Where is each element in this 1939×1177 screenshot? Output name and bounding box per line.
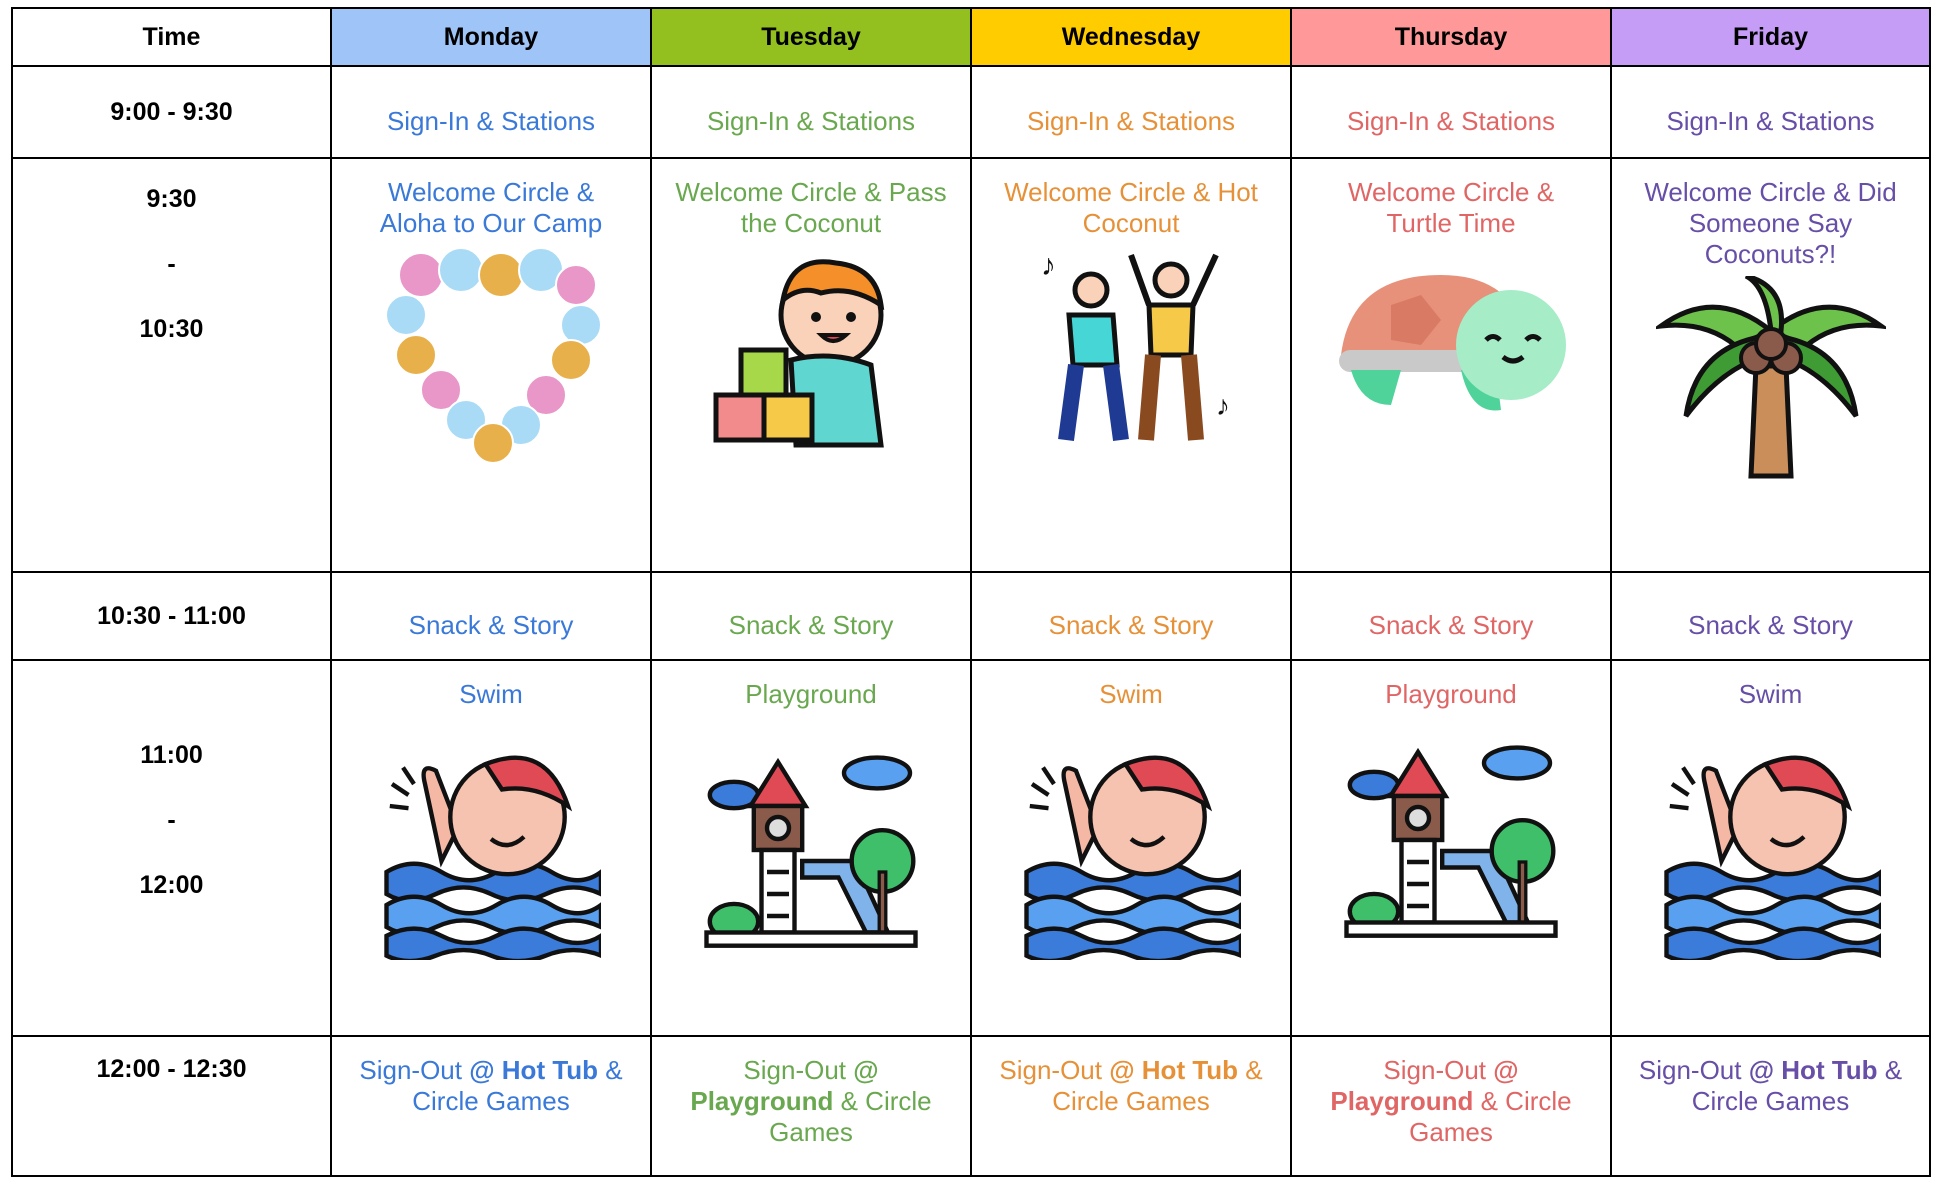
time-cell	[12, 660, 331, 1036]
activity-text: & Circle Games	[1691, 1055, 1903, 1116]
svg-text:♪: ♪	[1041, 249, 1056, 282]
activity-label: Swim	[459, 679, 523, 709]
activity-cell	[651, 158, 971, 572]
activity-location: @ Playground	[1330, 1055, 1519, 1116]
activity-text: Sign-Out	[1383, 1055, 1494, 1085]
turtle-icon	[1331, 245, 1571, 445]
header-wednesday: Wednesday	[971, 8, 1291, 66]
activity-cell	[331, 1036, 651, 1176]
time-end: 10:30	[139, 315, 204, 343]
time-dash: -	[167, 250, 176, 278]
activity-text: & Circle Games	[1409, 1086, 1572, 1147]
activity-cell: Sign-In & Stations	[1611, 66, 1930, 158]
activity-cell: Sign-In & Stations	[1291, 66, 1611, 158]
time-cell	[12, 158, 331, 572]
activity-cell: Sign-In & Stations	[971, 66, 1291, 158]
header-thursday: Thursday	[1291, 8, 1611, 66]
activity-cell: Sign-In & Stations	[331, 66, 651, 158]
activity-cell: Snack & Story	[971, 572, 1291, 660]
time-start: 9:30	[146, 185, 197, 213]
activity-label: Welcome Circle & Did Someone Say Coconuts?!	[1644, 177, 1897, 269]
row-10-30	[12, 572, 1930, 660]
time-start: 11:00	[140, 741, 203, 769]
swimmer-icon	[381, 740, 601, 960]
activity-cell: Snack & Story	[1291, 572, 1611, 660]
activity-cell	[1291, 1036, 1611, 1176]
activity-label: Playground	[1385, 679, 1517, 709]
header-time: Time	[12, 8, 331, 66]
activity-cell	[971, 1036, 1291, 1176]
swimmer-icon	[1661, 740, 1881, 960]
activity-text: & Circle Games	[412, 1055, 623, 1116]
row-12-00	[12, 1036, 1930, 1176]
activity-label: Welcome Circle & Turtle Time	[1347, 177, 1555, 238]
activity-cell	[651, 660, 971, 1036]
time-dash: -	[167, 806, 176, 834]
activity-cell	[1611, 1036, 1930, 1176]
activity-cell	[1291, 660, 1611, 1036]
time-cell: 12:00 - 12:30	[12, 1036, 331, 1176]
activity-cell: Snack & Story	[651, 572, 971, 660]
child-blocks-icon	[711, 245, 911, 455]
activity-cell: Sign-In & Stations	[651, 66, 971, 158]
svg-text:♪: ♪	[1216, 390, 1230, 421]
swimmer-icon	[1021, 740, 1241, 960]
activity-cell	[1611, 158, 1930, 572]
activity-cell: Snack & Story	[1611, 572, 1930, 660]
playground-icon	[1341, 730, 1561, 950]
header-tuesday: Tuesday	[651, 8, 971, 66]
row-9-30	[12, 158, 1930, 572]
time-end: 12:00	[139, 871, 204, 899]
activity-label: Welcome Circle & Aloha to Our Camp	[379, 177, 603, 238]
activity-cell	[1611, 660, 1930, 1036]
activity-text: Sign-Out	[359, 1055, 470, 1085]
schedule-table	[11, 7, 1931, 1177]
activity-label: Welcome Circle & Hot Coconut	[1004, 177, 1258, 238]
activity-cell	[971, 158, 1291, 572]
activity-location: @ Hot Tub	[1109, 1055, 1239, 1085]
activity-cell: Snack & Story	[331, 572, 651, 660]
activity-cell	[331, 158, 651, 572]
activity-location: @ Hot Tub	[1748, 1055, 1878, 1085]
lei-icon	[381, 245, 601, 465]
activity-text: Sign-Out	[743, 1055, 854, 1085]
activity-location: @ Playground	[690, 1055, 879, 1116]
activity-label: Welcome Circle & Pass the Coconut	[675, 177, 947, 238]
activity-cell	[651, 1036, 971, 1176]
activity-label: Swim	[1738, 679, 1803, 709]
activity-location: @ Hot Tub	[469, 1055, 599, 1085]
activity-label: Swim	[1099, 679, 1163, 709]
playground-icon	[701, 740, 921, 960]
activity-text: Sign-Out	[999, 1055, 1110, 1085]
row-9-00	[12, 66, 1930, 158]
header-friday: Friday	[1611, 8, 1930, 66]
row-11-00	[12, 660, 1930, 1036]
activity-text: & Circle Games	[769, 1086, 932, 1147]
palm-tree-icon	[1656, 276, 1886, 486]
activity-text: & Circle Games	[1052, 1055, 1263, 1116]
activity-cell	[971, 660, 1291, 1036]
activity-cell	[331, 660, 651, 1036]
time-cell: 10:30 - 11:00	[12, 572, 331, 660]
activity-label: Playground	[745, 679, 877, 709]
activity-cell	[1291, 158, 1611, 572]
dancing-people-icon	[1021, 245, 1241, 455]
header-row	[12, 8, 1930, 66]
activity-text: Sign-Out	[1638, 1055, 1749, 1085]
header-monday: Monday	[331, 8, 651, 66]
time-cell: 9:00 - 9:30	[12, 66, 331, 158]
